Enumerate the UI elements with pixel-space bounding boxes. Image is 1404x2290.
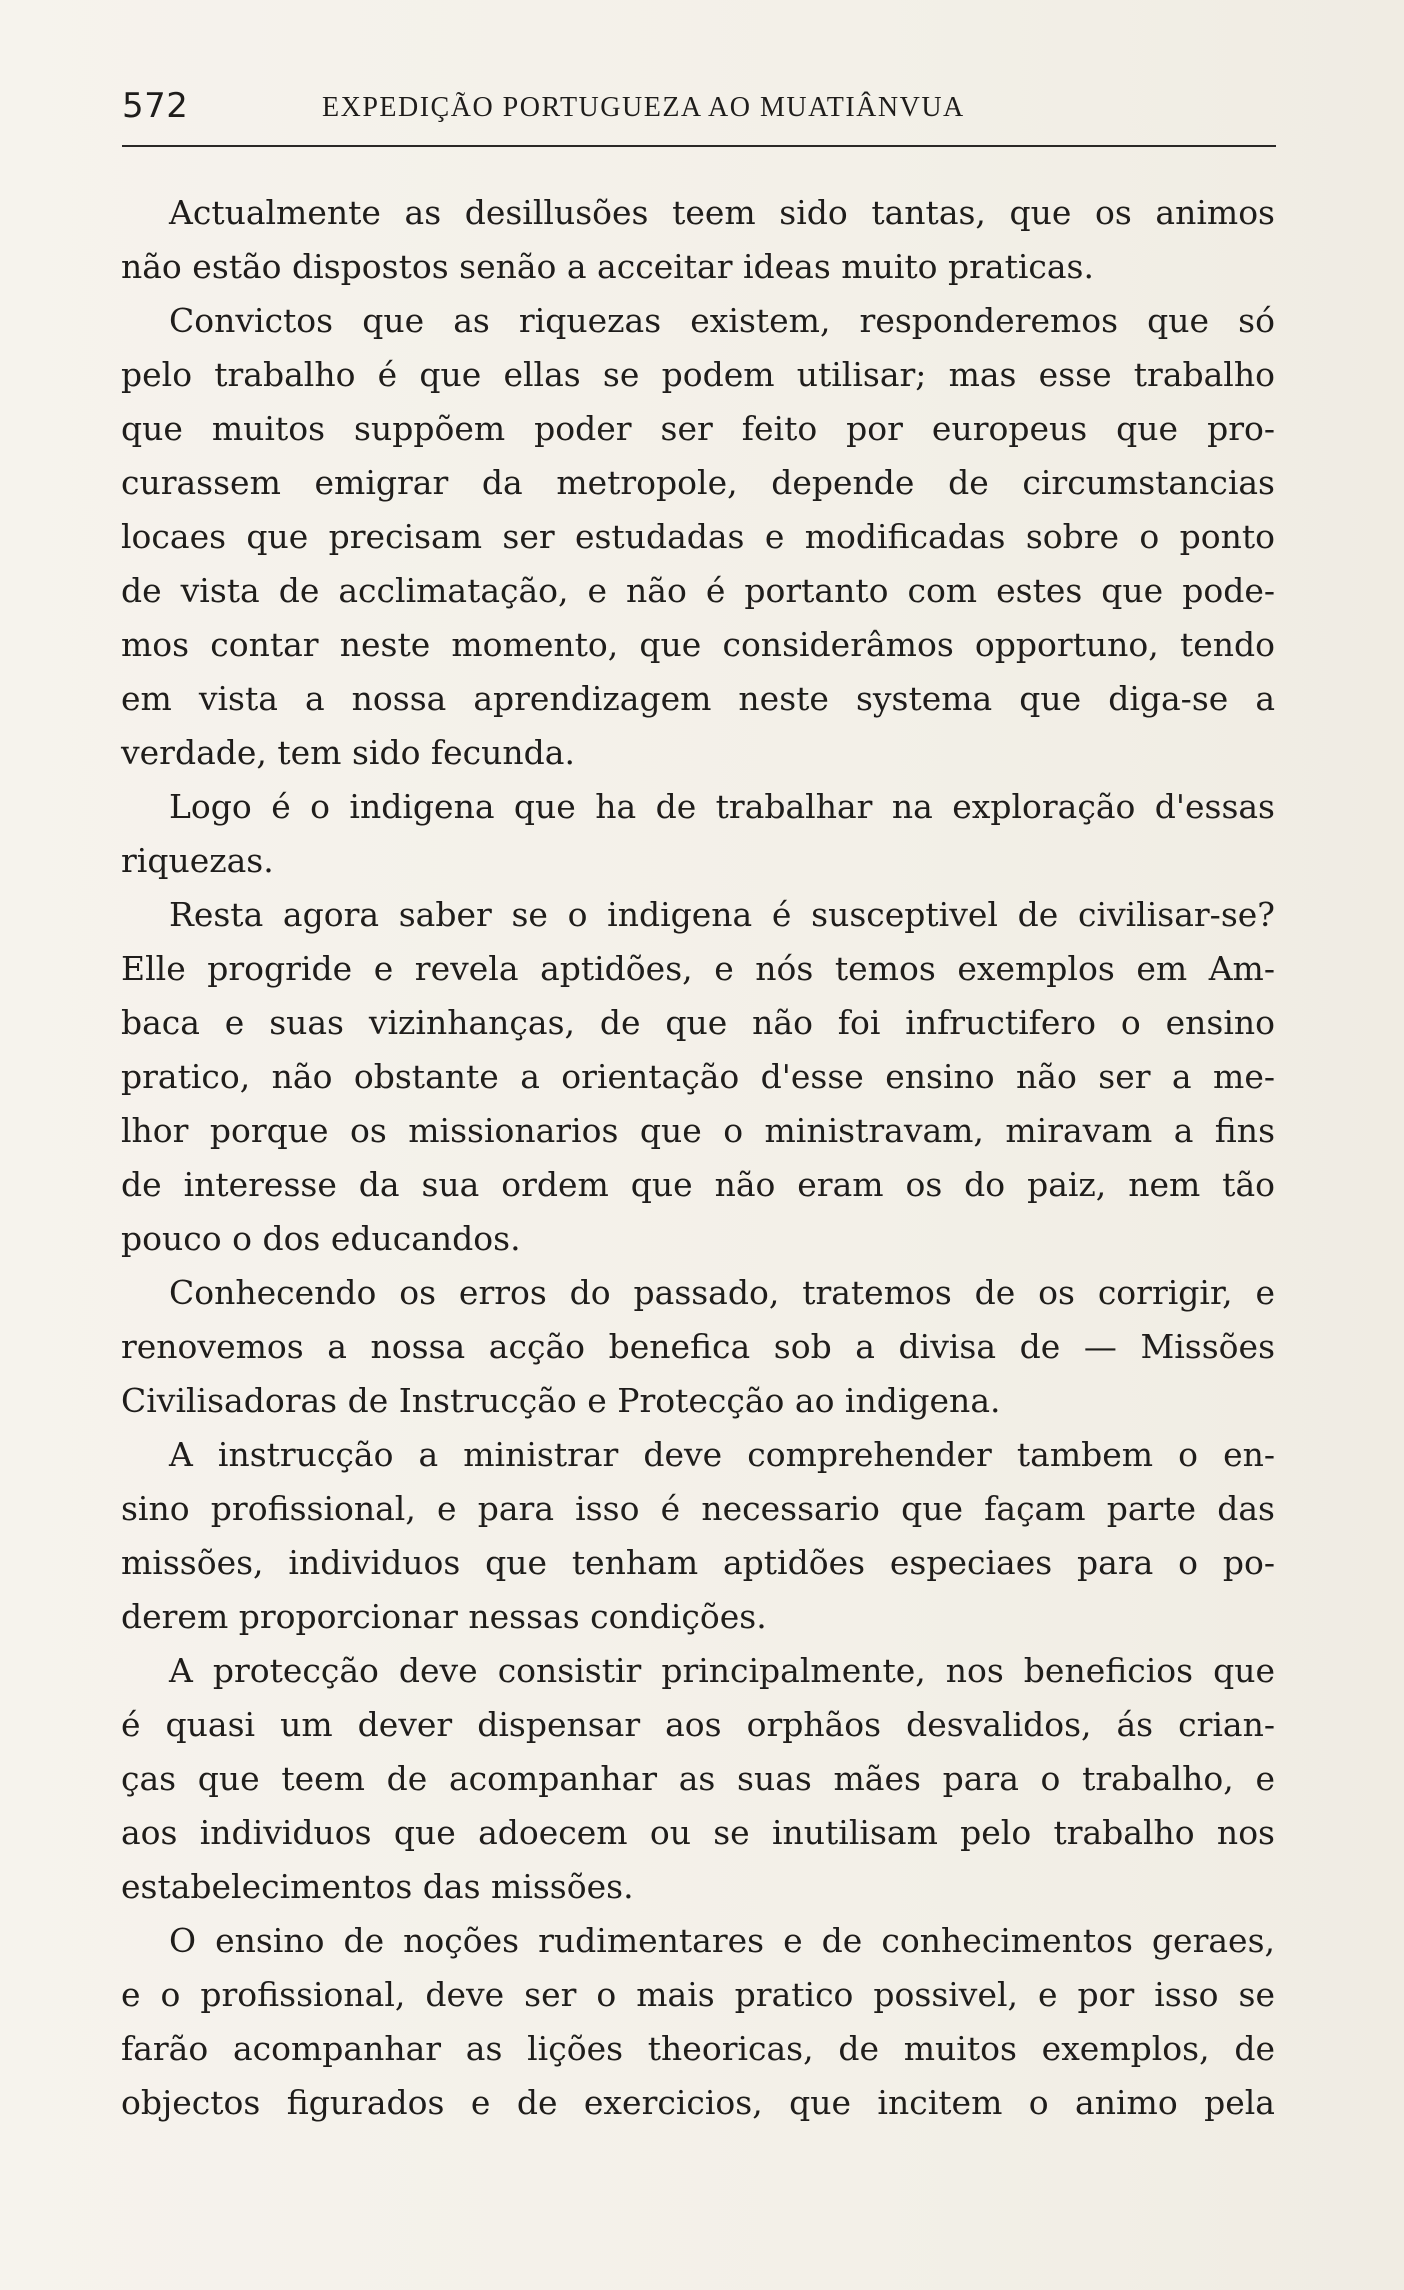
text-line: A instrucção a ministrar deve comprehender tambem o en- — [169, 1435, 1275, 1474]
text-line: estabelecimentos das missões. — [121, 1867, 634, 1906]
text-line: é quasi um dever dispensar aos orphãos desvalidos, ás crian- — [121, 1705, 1275, 1744]
text-line: A protecção deve consistir principalmente, nos beneficios que — [169, 1651, 1275, 1690]
text-line: missões, individuos que tenham aptidões especiaes para o po- — [121, 1543, 1275, 1582]
text-line: que muitos suppõem poder ser feito por europeus que pro- — [121, 409, 1275, 448]
text-line: renovemos a nossa acção benefica sob a divisa de — Missões — [121, 1327, 1275, 1366]
text-line: aos individuos que adoecem ou se inutilisam pelo trabalho nos — [121, 1813, 1275, 1852]
text-line: baca e suas vizinhanças, de que não foi infructifero o ensino — [121, 1003, 1275, 1042]
page-number: 572 — [122, 86, 189, 126]
text-line: Conhecendo os erros do passado, tratemos de os corrigir, e — [169, 1273, 1275, 1312]
text-line: de interesse da sua ordem que não eram os do paiz, nem tão — [121, 1165, 1275, 1204]
text-line: locaes que precisam ser estudadas e modificadas sobre o ponto — [121, 517, 1275, 556]
body-text — [121, 186, 1275, 2130]
text-line: Resta agora saber se o indigena é susceptivel de civilisar-se? — [169, 895, 1275, 934]
page-header — [122, 86, 1276, 136]
text-line: de vista de acclimatação, e não é portanto com estes que pode- — [121, 571, 1275, 610]
running-head: EXPEDIÇÃO PORTUGUEZA AO MUATIÂNVUA — [322, 92, 965, 123]
header-rule — [122, 145, 1276, 147]
text-line: pratico, não obstante a orientação d'esse ensino não ser a me- — [121, 1057, 1275, 1096]
text-line: em vista a nossa aprendizagem neste systema que diga-se a — [121, 679, 1275, 718]
text-line: sino profissional, e para isso é necessario que façam parte das — [121, 1489, 1275, 1528]
text-line: riquezas. — [121, 841, 274, 880]
text-line: pelo trabalho é que ellas se podem utilisar; mas esse trabalho — [121, 355, 1275, 394]
text-line: Elle progride e revela aptidões, e nós temos exemplos em Am- — [121, 949, 1275, 988]
text-line: curassem emigrar da metropole, depende de circumstancias — [121, 463, 1275, 502]
text-line: lhor porque os missionarios que o ministravam, miravam a fins — [121, 1111, 1275, 1150]
text-line: não estão dispostos senão a acceitar ideas muito praticas. — [121, 247, 1094, 286]
text-line: Convictos que as riquezas existem, responderemos que só — [169, 301, 1275, 340]
text-line: e o profissional, deve ser o mais pratico possivel, e por isso se — [121, 1975, 1275, 2014]
text-line: verdade, tem sido fecunda. — [121, 733, 575, 772]
text-line: Actualmente as desillusões teem sido tantas, que os animos — [169, 193, 1275, 232]
text-line: O ensino de noções rudimentares e de conhecimentos geraes, — [169, 1921, 1275, 1960]
text-line: Logo é o indigena que ha de trabalhar na exploração d'essas — [169, 787, 1275, 826]
text-line: farão acompanhar as lições theoricas, de muitos exemplos, de — [121, 2029, 1275, 2068]
text-line: mos contar neste momento, que considerâmos opportuno, tendo — [121, 625, 1275, 664]
text-line: derem proporcionar nessas condições. — [121, 1597, 767, 1636]
text-line: ças que teem de acompanhar as suas mães para o trabalho, e — [121, 1759, 1275, 1798]
text-line: pouco o dos educandos. — [121, 1219, 521, 1258]
text-line: Civilisadoras de Instrucção e Protecção ao indigena. — [121, 1381, 1001, 1420]
text-line: objectos figurados e de exercicios, que incitem o animo pela — [121, 2083, 1275, 2122]
